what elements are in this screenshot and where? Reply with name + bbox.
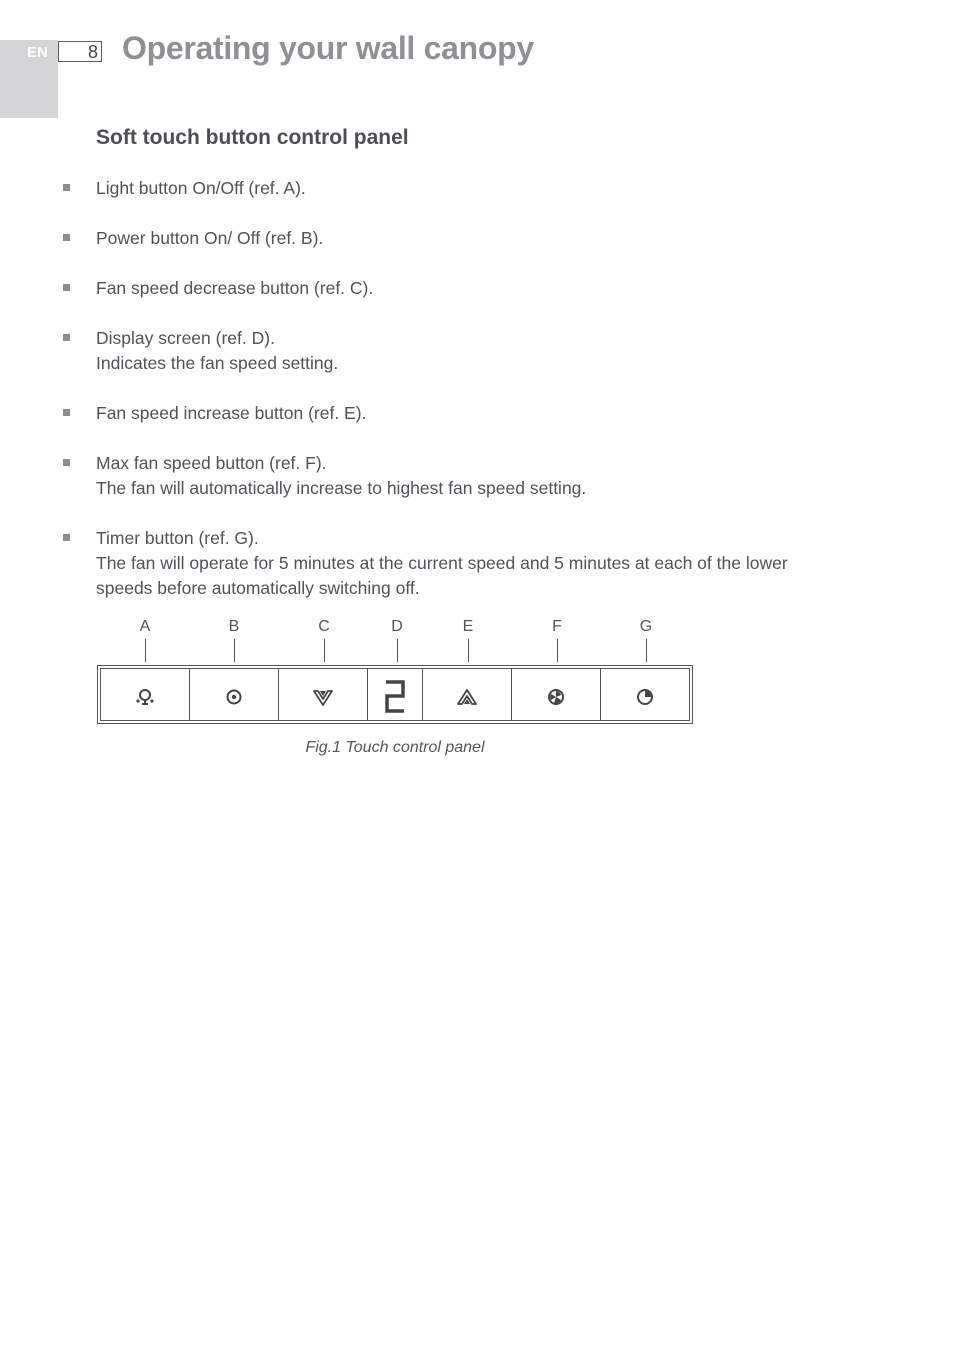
bullet-marker — [63, 184, 70, 191]
leader-line — [468, 639, 469, 662]
list-item: Power button On/ Off (ref. B). — [96, 226, 876, 251]
list-item: Timer button (ref. G). The fan will operate for 5 minutes at the current speed and 5 minutes at each of the lower speeds before automatically switching off. — [96, 526, 876, 601]
ref-label-b: B — [228, 618, 240, 635]
bullet-marker — [63, 284, 70, 291]
list-item: Fan speed decrease button (ref. C). — [96, 276, 876, 301]
display-screen — [382, 679, 408, 715]
ref-label-f: F — [552, 618, 562, 635]
list-item: Display screen (ref. D). Indicates the fan speed setting. — [96, 326, 876, 376]
panel-divider — [278, 669, 279, 720]
leader-line — [397, 639, 398, 662]
max-fan-icon — [546, 687, 566, 707]
fan-decrease-icon — [313, 687, 333, 707]
figure-caption: Fig.1 Touch control panel — [305, 739, 485, 756]
ref-label-a: A — [139, 618, 151, 635]
leader-line — [557, 639, 558, 662]
leader-line — [234, 639, 235, 662]
fan-increase-icon — [457, 687, 477, 707]
ref-label-c: C — [318, 618, 330, 635]
ref-label-e: E — [462, 618, 474, 635]
leader-line — [145, 639, 146, 662]
control-panel-inner — [100, 668, 690, 721]
page-title: Operating your wall canopy — [122, 30, 534, 66]
leader-line — [324, 639, 325, 662]
panel-divider — [511, 669, 512, 720]
panel-divider — [189, 669, 190, 720]
section-heading: Soft touch button control panel — [96, 126, 409, 149]
control-panel — [97, 665, 693, 724]
list-item: Max fan speed button (ref. F). The fan will automatically increase to highest fan speed setting. — [96, 451, 876, 501]
ref-label-d: D — [391, 618, 403, 635]
list-item: Fan speed increase button (ref. E). — [96, 401, 876, 426]
page-number: 8 — [87, 42, 98, 62]
page-number-box — [58, 41, 102, 62]
panel-divider — [600, 669, 601, 720]
leader-line — [646, 639, 647, 662]
ref-label-g: G — [639, 618, 653, 635]
power-icon — [224, 687, 244, 707]
bullet-marker — [63, 409, 70, 416]
bullet-marker — [63, 534, 70, 541]
bullet-marker — [63, 459, 70, 466]
timer-icon — [635, 687, 655, 707]
list-item: Light button On/Off (ref. A). — [96, 176, 876, 201]
bullet-marker — [63, 334, 70, 341]
light-icon — [135, 687, 155, 707]
panel-divider — [422, 669, 423, 720]
bullet-marker — [63, 234, 70, 241]
language-label: EN — [27, 44, 48, 61]
panel-divider — [367, 669, 368, 720]
